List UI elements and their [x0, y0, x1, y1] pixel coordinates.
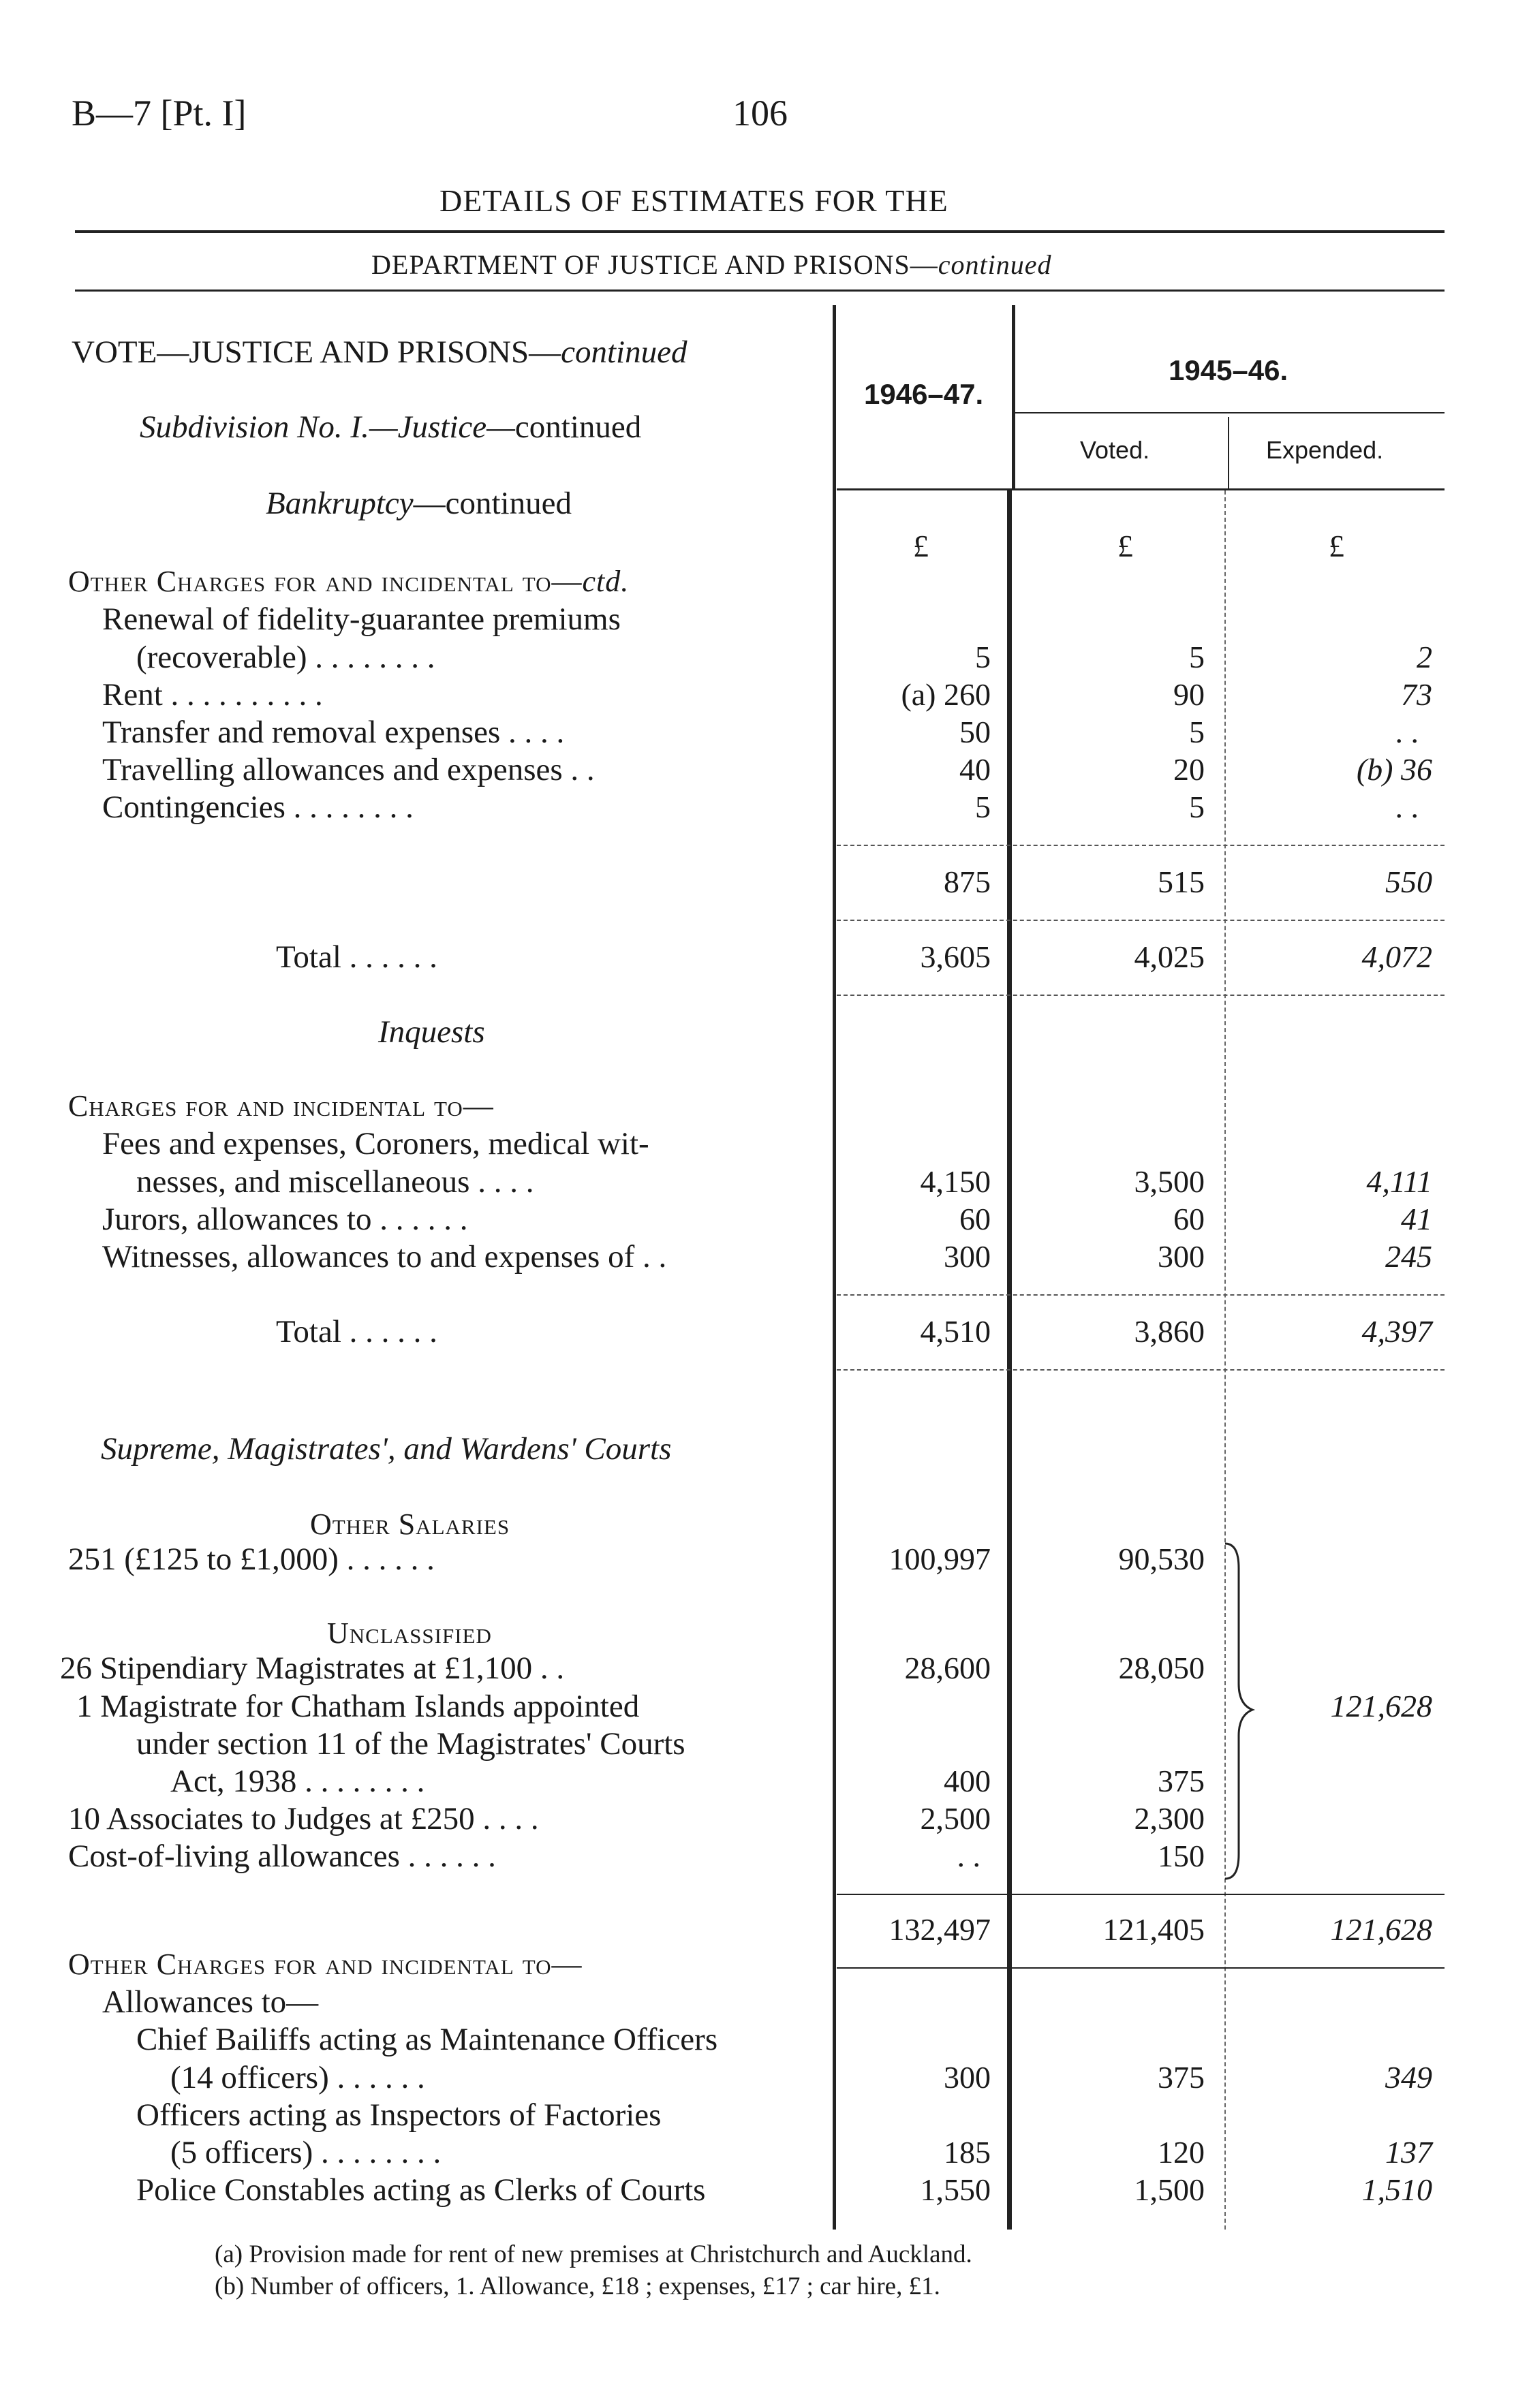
courts-row-est: . . — [957, 1839, 980, 1873]
bankruptcy-row1-line1: Renewal of fidelity-guarantee premiums — [102, 601, 621, 637]
courts-salaries-est: 100,997 — [889, 1542, 991, 1576]
inspectors-line1: Officers acting as Inspectors of Factories — [136, 2097, 662, 2133]
bankruptcy-row-voted: 5 — [1189, 640, 1205, 674]
courts-subtotal-est: 132,497 — [889, 1912, 991, 1947]
section-title-inquests: Inquests — [378, 1014, 485, 1050]
inquests-total-voted: 3,860 — [1134, 1314, 1205, 1349]
courts-subtotal-rule — [837, 1894, 1445, 1895]
bankruptcy-subtotal-est: 875 — [944, 864, 991, 899]
page-number: 106 — [732, 93, 788, 134]
bankruptcy-continued: —continued — [413, 486, 572, 521]
inquests-row-label: nesses, and miscellaneous . . . . — [136, 1164, 534, 1200]
courts-row-voted: 28,050 — [1118, 1651, 1205, 1685]
year-header-rule — [1015, 412, 1445, 413]
courts-allowance-label: Police Constables acting as Clerks of Courts — [136, 2172, 706, 2208]
inquests-row-voted: 60 — [1173, 1202, 1205, 1236]
courts-subtotal-expended: 121,628 — [1330, 1912, 1432, 1947]
subdivision-continued: continued — [514, 409, 642, 445]
subdivision-main: Subdivision No. I.—Justice— — [140, 409, 515, 445]
column-1945-46: 1945–46. — [1169, 354, 1288, 386]
inquests-row-est: 4,150 — [920, 1164, 991, 1199]
inquests-row-voted: 3,500 — [1134, 1164, 1205, 1199]
courts-charges-heading: Other Charges for and incidental to— — [68, 1948, 583, 1981]
bankruptcy-row-est: 5 — [975, 789, 991, 824]
bankruptcy-total-expended: 4,072 — [1361, 939, 1432, 974]
courts-allowance-est: 300 — [944, 2060, 991, 2095]
bankruptcy-row-voted: 5 — [1189, 715, 1205, 749]
chatham-line2: under section 11 of the Magistrates' Courts — [136, 1726, 685, 1762]
inquests-row-est: 60 — [959, 1202, 991, 1236]
bankruptcy-row-expended: 73 — [1401, 677, 1432, 712]
courts-allowance-voted: 120 — [1158, 2135, 1205, 2170]
column-divider-est-top — [1012, 305, 1015, 489]
courts-row-label: Cost-of-living allowances . . . . . . — [68, 1839, 496, 1874]
bankruptcy-row-label: (recoverable) . . . . . . . . — [136, 640, 435, 675]
chief-bailiffs-line1: Chief Bailiffs acting as Maintenance Officers — [136, 2022, 718, 2057]
inquests-row-expended: 4,111 — [1366, 1164, 1432, 1199]
courts-row-est: 2,500 — [920, 1801, 991, 1836]
other-salaries-heading: Other Salaries — [310, 1507, 510, 1541]
bankruptcy-row-label: Travelling allowances and expenses . . — [102, 752, 595, 787]
bankruptcy-total-rule — [837, 920, 1445, 921]
courts-bracket-expended: 121,628 — [1330, 1689, 1432, 1723]
vote-title-main: VOTE—JUSTICE AND PRISONS— — [72, 334, 561, 370]
bankruptcy-total-bottom-rule — [837, 995, 1445, 996]
section-title-bankruptcy — [266, 485, 572, 522]
column-1946-47: 1946–47. — [864, 378, 984, 410]
column-divider-left — [833, 305, 836, 2230]
inquests-row-expended: 41 — [1401, 1202, 1432, 1236]
column-divider-est — [1007, 490, 1012, 2230]
bankruptcy-row-expended: 2 — [1417, 640, 1432, 674]
bankruptcy-row-label: Transfer and removal expenses . . . . — [102, 715, 565, 750]
inquests-row-expended: 245 — [1385, 1239, 1432, 1274]
inquests-total-bottom-rule — [837, 1369, 1445, 1371]
courts-salaries-voted: 90,530 — [1118, 1542, 1205, 1576]
brace-icon — [1220, 1541, 1261, 1881]
bankruptcy-row-est: (a) 260 — [901, 677, 991, 712]
bankruptcy-subtotal-voted: 515 — [1158, 864, 1205, 899]
chatham-line1: 1 Magistrate for Chatham Islands appointed — [76, 1689, 640, 1724]
currency-est: £ — [913, 529, 929, 563]
subtitle-continued: continued — [938, 249, 1052, 280]
vote-title — [72, 334, 687, 371]
bankruptcy-charges-heading — [68, 564, 629, 599]
courts-allowance-expended: 349 — [1385, 2060, 1432, 2095]
inquests-total-label: Total . . . . . . — [276, 1314, 437, 1349]
bankruptcy-row-expended: (b) 36 — [1356, 752, 1432, 787]
inquests-total-expended: 4,397 — [1361, 1314, 1432, 1349]
courts-salaries-label: 251 (£125 to £1,000) . . . . . . — [68, 1542, 435, 1577]
courts-allowance-expended: 1,510 — [1361, 2172, 1432, 2207]
bankruptcy-row-expended: . . — [1395, 715, 1419, 749]
bankruptcy-row-voted: 20 — [1173, 752, 1205, 787]
section-title-courts: Supreme, Magistrates', and Wardens' Courts — [101, 1431, 672, 1467]
bankruptcy-row-voted: 90 — [1173, 677, 1205, 712]
bankruptcy-main: Bankruptcy — [266, 486, 414, 521]
bankruptcy-row-label: Rent . . . . . . . . . . — [102, 677, 323, 713]
page-reference: B—7 [Pt. I] — [72, 93, 247, 134]
courts-subtotal-bottom-rule — [837, 1967, 1445, 1969]
bankruptcy-row-expended: . . — [1395, 789, 1419, 824]
allowances-heading: Allowances to— — [102, 1984, 319, 2020]
bankruptcy-subtotal-rule — [837, 845, 1445, 846]
inquests-total-rule — [837, 1294, 1445, 1296]
column-expended: Expended. — [1266, 436, 1384, 464]
courts-allowance-voted: 375 — [1158, 2060, 1205, 2095]
page-title: DETAILS OF ESTIMATES FOR THE — [439, 183, 948, 218]
page-subtitle — [371, 249, 1052, 281]
inquests-total-est: 4,510 — [920, 1314, 991, 1349]
voted-expended-dashed-divider — [1224, 490, 1226, 2230]
subdivision-title — [140, 409, 641, 445]
courts-allowance-voted: 1,500 — [1134, 2172, 1205, 2207]
courts-row-voted: 2,300 — [1134, 1801, 1205, 1836]
bankruptcy-total-label: Total . . . . . . — [276, 939, 437, 975]
subtitle-main: DEPARTMENT OF JUSTICE AND PRISONS— — [371, 249, 938, 280]
courts-allowance-est: 185 — [944, 2135, 991, 2170]
currency-voted: £ — [1117, 529, 1133, 563]
bankruptcy-heading-main: Other Charges for and incidental to— — [68, 565, 583, 598]
courts-allowance-expended: 137 — [1385, 2135, 1432, 2170]
vote-title-continued: continued — [561, 334, 688, 370]
column-header-bottom-rule — [837, 488, 1445, 490]
courts-allowance-label: (5 officers) . . . . . . . . — [170, 2135, 442, 2170]
inquests-row-label: Jurors, allowances to . . . . . . — [102, 1202, 468, 1237]
voted-expended-divider — [1228, 417, 1229, 488]
bankruptcy-row-voted: 5 — [1189, 789, 1205, 824]
courts-row-label: 26 Stipendiary Magistrates at £1,100 . . — [60, 1651, 565, 1686]
courts-allowance-label: (14 officers) . . . . . . — [170, 2060, 425, 2095]
bankruptcy-total-est: 3,605 — [920, 939, 991, 974]
subtitle-rule — [75, 290, 1445, 292]
unclassified-heading: Unclassified — [327, 1616, 492, 1650]
bankruptcy-total-voted: 4,025 — [1134, 939, 1205, 974]
courts-row-label: Act, 1938 . . . . . . . . — [170, 1764, 425, 1799]
bankruptcy-subtotal-expended: 550 — [1385, 864, 1432, 899]
courts-subtotal-voted: 121,405 — [1102, 1912, 1205, 1947]
currency-expended: £ — [1329, 529, 1344, 563]
inquests-row1-line1: Fees and expenses, Coroners, medical wit- — [102, 1126, 649, 1161]
courts-allowance-est: 1,550 — [920, 2172, 991, 2207]
title-rule — [75, 230, 1445, 233]
bankruptcy-row-est: 50 — [959, 715, 991, 749]
inquests-row-voted: 300 — [1158, 1239, 1205, 1274]
footnote-a: (a) Provision made for rent of new premises at Christchurch and Auckland. — [215, 2240, 972, 2268]
inquests-row-est: 300 — [944, 1239, 991, 1274]
courts-row-est: 400 — [944, 1764, 991, 1798]
column-voted: Voted. — [1080, 436, 1150, 464]
inquests-row-label: Witnesses, allowances to and expenses of . . — [102, 1239, 667, 1275]
courts-row-voted: 375 — [1158, 1764, 1205, 1798]
bankruptcy-row-est: 5 — [975, 640, 991, 674]
bankruptcy-row-label: Contingencies . . . . . . . . — [102, 789, 414, 825]
courts-row-est: 28,600 — [904, 1651, 991, 1685]
bankruptcy-heading-ctd: ctd. — [582, 565, 630, 598]
courts-row-voted: 150 — [1158, 1839, 1205, 1873]
footnote-b: (b) Number of officers, 1. Allowance, £18 ; expenses, £17 ; car hire, £1. — [215, 2272, 940, 2300]
courts-row-label: 10 Associates to Judges at £250 . . . . — [68, 1801, 539, 1836]
inquests-charges-heading: Charges for and incidental to— — [68, 1089, 494, 1123]
bankruptcy-row-est: 40 — [959, 752, 991, 787]
